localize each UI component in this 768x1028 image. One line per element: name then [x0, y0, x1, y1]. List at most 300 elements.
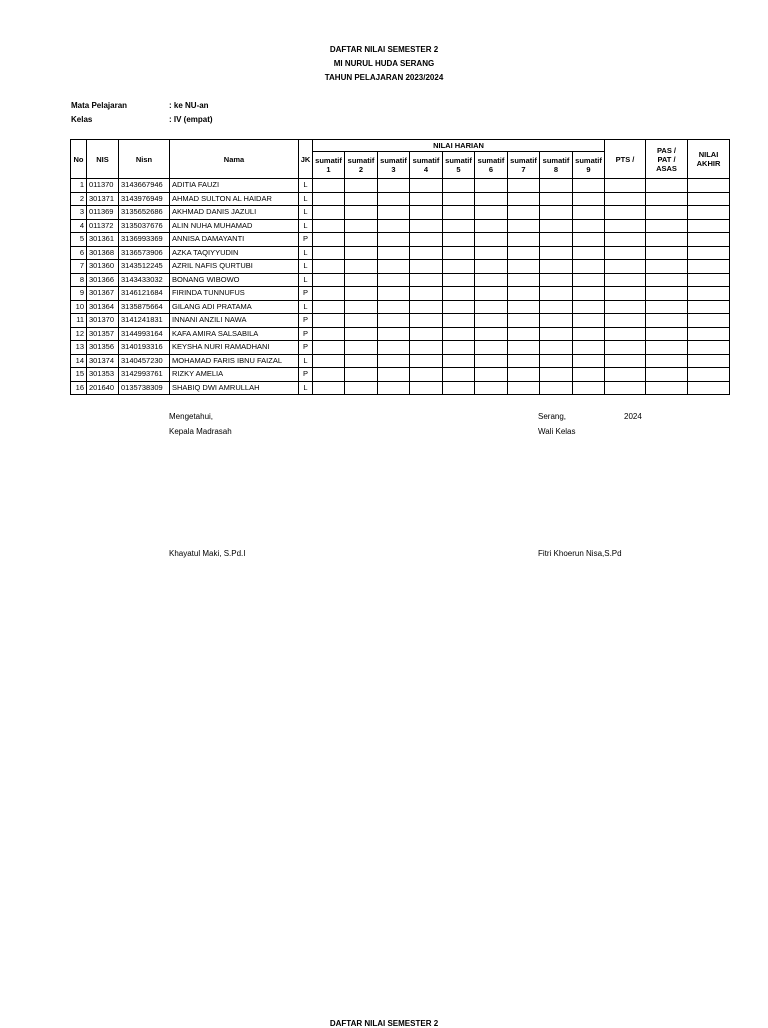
- grade-cell[interactable]: [573, 179, 605, 193]
- table-row: [71, 300, 730, 314]
- grade-cell[interactable]: [688, 341, 730, 355]
- grade-cell[interactable]: [345, 233, 378, 247]
- pas-line2: PAT /: [657, 154, 676, 164]
- grade-cell[interactable]: [378, 341, 410, 355]
- grade-cell[interactable]: [688, 368, 730, 382]
- grade-cell[interactable]: [378, 300, 410, 314]
- grade-cell[interactable]: [646, 233, 688, 247]
- grade-cell[interactable]: [646, 273, 688, 287]
- grade-cell[interactable]: [540, 341, 573, 355]
- cell-no: 10: [71, 300, 87, 314]
- grade-cell[interactable]: [378, 192, 410, 206]
- grade-cell[interactable]: [313, 273, 345, 287]
- grade-cell[interactable]: [345, 300, 378, 314]
- cell-nis: 011369: [87, 206, 119, 220]
- grade-cell[interactable]: [378, 206, 410, 220]
- cell-nis: 301364: [87, 300, 119, 314]
- grade-cell[interactable]: [573, 233, 605, 247]
- cell-nisn: 3141241831: [119, 314, 170, 328]
- grade-cell[interactable]: [475, 273, 508, 287]
- grade-cell[interactable]: [508, 327, 540, 341]
- pas-line1: PAS /: [656, 145, 677, 155]
- grade-cell[interactable]: [508, 368, 540, 382]
- grade-cell[interactable]: [573, 246, 605, 260]
- col-sumatif-2: [345, 152, 378, 179]
- col-sumatif-5: [443, 152, 475, 179]
- grade-cell[interactable]: [443, 219, 475, 233]
- cell-nama: AKHMAD DANIS JAZULI: [170, 206, 299, 220]
- grade-cell[interactable]: [540, 260, 573, 274]
- grade-cell[interactable]: [313, 327, 345, 341]
- cell-no: 13: [71, 341, 87, 355]
- grade-cell[interactable]: [540, 219, 573, 233]
- grade-cell[interactable]: [573, 287, 605, 301]
- grade-cell[interactable]: [540, 327, 573, 341]
- grade-cell[interactable]: [508, 260, 540, 274]
- grade-cell[interactable]: [410, 381, 443, 395]
- grade-table: [70, 139, 730, 395]
- akhir-line1: NILAI: [698, 150, 719, 159]
- subject-label: Mata Pelajaran: [71, 101, 128, 110]
- sumatif-word: sumatif: [380, 156, 407, 165]
- grade-cell[interactable]: [605, 300, 646, 314]
- grade-cell[interactable]: [378, 219, 410, 233]
- cell-jk: L: [299, 354, 313, 368]
- grade-cell[interactable]: [508, 192, 540, 206]
- grade-cell[interactable]: [345, 246, 378, 260]
- sumatif-word: sumatif: [412, 156, 440, 165]
- grade-cell[interactable]: [688, 354, 730, 368]
- grade-cell[interactable]: [605, 354, 646, 368]
- cell-no: 15: [71, 368, 87, 382]
- grade-cell[interactable]: [646, 341, 688, 355]
- grade-cell[interactable]: [573, 354, 605, 368]
- grade-cell[interactable]: [508, 179, 540, 193]
- cell-nama: AZKA TAQIYYUDIN: [170, 246, 299, 260]
- grade-cell[interactable]: [573, 314, 605, 328]
- grade-cell[interactable]: [410, 260, 443, 274]
- grade-cell[interactable]: [605, 327, 646, 341]
- grade-cell[interactable]: [345, 341, 378, 355]
- col-no: No: [71, 140, 87, 179]
- grade-cell[interactable]: [573, 219, 605, 233]
- grade-cell[interactable]: [345, 327, 378, 341]
- grade-cell[interactable]: [573, 368, 605, 382]
- grade-cell[interactable]: [475, 206, 508, 220]
- grade-cell[interactable]: [345, 354, 378, 368]
- cell-nama: RIZKY AMELIA: [170, 368, 299, 382]
- grade-cell[interactable]: [443, 273, 475, 287]
- grade-cell[interactable]: [443, 206, 475, 220]
- cell-nis: 301371: [87, 192, 119, 206]
- grade-cell[interactable]: [605, 273, 646, 287]
- sig-left-name: Khayatul Maki, S.Pd.I: [169, 549, 246, 558]
- grade-cell[interactable]: [378, 233, 410, 247]
- grade-cell[interactable]: [443, 314, 475, 328]
- grade-cell[interactable]: [410, 314, 443, 328]
- grade-cell[interactable]: [345, 273, 378, 287]
- grade-cell[interactable]: [605, 246, 646, 260]
- grade-cell[interactable]: [508, 273, 540, 287]
- cell-nama: ADITIA FAUZI: [170, 179, 299, 193]
- grade-cell[interactable]: [410, 246, 443, 260]
- grade-cell[interactable]: [410, 354, 443, 368]
- grade-cell[interactable]: [605, 314, 646, 328]
- grade-cell[interactable]: [646, 287, 688, 301]
- grade-cell[interactable]: [688, 327, 730, 341]
- sumatif-number: 9: [586, 165, 591, 174]
- grade-cell[interactable]: [605, 233, 646, 247]
- table-row: [71, 314, 730, 328]
- grade-cell[interactable]: [378, 260, 410, 274]
- grade-cell[interactable]: [605, 381, 646, 395]
- cell-jk: P: [299, 314, 313, 328]
- cell-jk: L: [299, 206, 313, 220]
- grade-cell[interactable]: [410, 192, 443, 206]
- grade-cell[interactable]: [540, 179, 573, 193]
- grade-cell[interactable]: [410, 368, 443, 382]
- grade-cell[interactable]: [475, 287, 508, 301]
- grade-cell[interactable]: [573, 192, 605, 206]
- grade-cell[interactable]: [573, 206, 605, 220]
- table-row: [71, 327, 730, 341]
- cell-nis: 301353: [87, 368, 119, 382]
- sumatif-number: 1: [326, 165, 331, 174]
- grade-cell[interactable]: [605, 260, 646, 274]
- table-row: [71, 192, 730, 206]
- next-page-header: DAFTAR NILAI SEMESTER 2: [329, 1019, 439, 1028]
- grade-cell[interactable]: [508, 300, 540, 314]
- grade-cell[interactable]: [475, 260, 508, 274]
- grade-cell[interactable]: [573, 381, 605, 395]
- cell-jk: L: [299, 246, 313, 260]
- grade-cell[interactable]: [605, 192, 646, 206]
- grade-cell[interactable]: [605, 206, 646, 220]
- grade-cell[interactable]: [540, 354, 573, 368]
- grade-cell[interactable]: [345, 314, 378, 328]
- grade-cell[interactable]: [540, 246, 573, 260]
- cell-nis: 201640: [87, 381, 119, 395]
- grade-cell[interactable]: [313, 192, 345, 206]
- col-nilai-harian: NILAI HARIAN: [313, 140, 605, 152]
- grade-cell[interactable]: [646, 314, 688, 328]
- grade-cell[interactable]: [508, 354, 540, 368]
- sumatif-word: sumatif: [347, 156, 375, 165]
- grade-cell[interactable]: [540, 206, 573, 220]
- cell-nis: 011370: [87, 179, 119, 193]
- grade-cell[interactable]: [345, 287, 378, 301]
- grade-cell[interactable]: [646, 354, 688, 368]
- cell-nis: 301360: [87, 260, 119, 274]
- cell-nama: AZRIL NAFIS QURTUBI: [170, 260, 299, 274]
- grade-cell[interactable]: [475, 192, 508, 206]
- cell-nama: BONANG WIBOWO: [170, 273, 299, 287]
- col-jk: JK: [299, 140, 313, 179]
- grade-cell[interactable]: [475, 314, 508, 328]
- cell-nisn: 3136573906: [119, 246, 170, 260]
- grade-cell[interactable]: [573, 327, 605, 341]
- grade-cell[interactable]: [573, 300, 605, 314]
- cell-nisn: 3143512245: [119, 260, 170, 274]
- grade-cell[interactable]: [605, 179, 646, 193]
- cell-nama: INNANI ANZILI NAWA: [170, 314, 299, 328]
- cell-jk: P: [299, 327, 313, 341]
- cell-nisn: 3140457230: [119, 354, 170, 368]
- grade-cell[interactable]: [688, 287, 730, 301]
- cell-nisn: 3143667946: [119, 179, 170, 193]
- grade-cell[interactable]: [540, 287, 573, 301]
- table-row: [71, 287, 730, 301]
- grade-cell[interactable]: [410, 219, 443, 233]
- cell-jk: L: [299, 300, 313, 314]
- cell-no: 9: [71, 287, 87, 301]
- sig-left-line2: Kepala Madrasah: [169, 427, 232, 436]
- grade-cell[interactable]: [475, 341, 508, 355]
- grade-cell[interactable]: [345, 381, 378, 395]
- grade-cell[interactable]: [605, 368, 646, 382]
- cell-jk: L: [299, 381, 313, 395]
- grade-cell[interactable]: [378, 246, 410, 260]
- grade-cell[interactable]: [313, 246, 345, 260]
- grade-cell[interactable]: [443, 287, 475, 301]
- grade-cell[interactable]: [378, 273, 410, 287]
- cell-nisn: 3143433032: [119, 273, 170, 287]
- grade-cell[interactable]: [573, 273, 605, 287]
- grade-cell[interactable]: [443, 368, 475, 382]
- grade-cell[interactable]: [443, 300, 475, 314]
- pas-line3: ASAS: [656, 163, 677, 173]
- grade-cell[interactable]: [345, 179, 378, 193]
- sumatif-number: 4: [423, 165, 429, 174]
- grade-cell[interactable]: [378, 327, 410, 341]
- cell-nama: AHMAD SULTON AL HAIDAR: [170, 192, 299, 206]
- school-name: MI NURUL HUDA SERANG: [333, 59, 435, 68]
- grade-cell[interactable]: [475, 368, 508, 382]
- grade-cell[interactable]: [573, 260, 605, 274]
- grade-cell[interactable]: [605, 219, 646, 233]
- cell-nisn: 3143976949: [119, 192, 170, 206]
- grade-cell[interactable]: [540, 192, 573, 206]
- cell-nisn: 3144993164: [119, 327, 170, 341]
- grade-cell[interactable]: [313, 314, 345, 328]
- grade-cell[interactable]: [688, 260, 730, 274]
- cell-jk: P: [299, 341, 313, 355]
- grade-cell[interactable]: [443, 341, 475, 355]
- grade-cell[interactable]: [443, 233, 475, 247]
- grade-cell[interactable]: [443, 327, 475, 341]
- grade-cell[interactable]: [443, 260, 475, 274]
- cell-no: 6: [71, 246, 87, 260]
- grade-cell[interactable]: [345, 368, 378, 382]
- grade-cell[interactable]: [540, 314, 573, 328]
- cell-nisn: 3142993761: [119, 368, 170, 382]
- grade-cell[interactable]: [646, 260, 688, 274]
- grade-cell[interactable]: [475, 219, 508, 233]
- grade-cell[interactable]: [378, 287, 410, 301]
- table-row: [71, 354, 730, 368]
- grade-cell[interactable]: [443, 179, 475, 193]
- cell-no: 12: [71, 327, 87, 341]
- sig-right-name: Fitri Khoerun Nisa,S.Pd: [538, 549, 622, 558]
- grade-cell[interactable]: [688, 381, 730, 395]
- grade-cell[interactable]: [508, 206, 540, 220]
- col-sumatif-6: [475, 152, 508, 179]
- sumatif-word: sumatif: [315, 156, 342, 165]
- grade-cell[interactable]: [540, 273, 573, 287]
- cell-nis: 301366: [87, 273, 119, 287]
- grade-cell[interactable]: [646, 192, 688, 206]
- cell-nis: 301370: [87, 314, 119, 328]
- grade-cell[interactable]: [688, 192, 730, 206]
- grade-cell[interactable]: [475, 381, 508, 395]
- grade-cell[interactable]: [313, 300, 345, 314]
- grade-cell[interactable]: [646, 381, 688, 395]
- sumatif-word: sumatif: [510, 156, 537, 165]
- cell-nis: 301356: [87, 341, 119, 355]
- grade-cell[interactable]: [475, 300, 508, 314]
- grade-cell[interactable]: [345, 206, 378, 220]
- grade-cell[interactable]: [646, 179, 688, 193]
- table-row: [71, 341, 730, 355]
- grade-cell[interactable]: [475, 354, 508, 368]
- col-sumatif-8: [540, 152, 573, 179]
- grade-cell[interactable]: [646, 327, 688, 341]
- table-row: [71, 219, 730, 233]
- grade-cell[interactable]: [410, 179, 443, 193]
- sig-right-line2: Wali Kelas: [538, 427, 576, 436]
- class-value: : IV (empat): [169, 115, 213, 124]
- sumatif-number: 6: [488, 165, 494, 174]
- grade-cell[interactable]: [410, 233, 443, 247]
- grade-cell[interactable]: [443, 192, 475, 206]
- grade-cell[interactable]: [540, 368, 573, 382]
- grade-cell[interactable]: [605, 341, 646, 355]
- grade-cell[interactable]: [443, 381, 475, 395]
- grade-cell[interactable]: [410, 327, 443, 341]
- grade-cell[interactable]: [475, 179, 508, 193]
- cell-no: 4: [71, 219, 87, 233]
- grade-cell[interactable]: [410, 341, 443, 355]
- grade-cell[interactable]: [443, 246, 475, 260]
- grade-cell[interactable]: [646, 219, 688, 233]
- grade-cell[interactable]: [345, 260, 378, 274]
- grade-cell[interactable]: [313, 354, 345, 368]
- grade-cell[interactable]: [313, 219, 345, 233]
- grade-cell[interactable]: [313, 206, 345, 220]
- grade-cell[interactable]: [688, 179, 730, 193]
- grade-cell[interactable]: [313, 179, 345, 193]
- grade-cell[interactable]: [313, 368, 345, 382]
- grade-cell[interactable]: [475, 327, 508, 341]
- sumatif-word: sumatif: [575, 156, 602, 165]
- cell-nis: 011372: [87, 219, 119, 233]
- grade-cell[interactable]: [540, 300, 573, 314]
- grade-cell[interactable]: [345, 219, 378, 233]
- sig-right-year: 2024: [624, 412, 642, 421]
- grade-cell[interactable]: [688, 219, 730, 233]
- sumatif-number: 5: [456, 165, 461, 174]
- grade-cell[interactable]: [313, 233, 345, 247]
- grade-cell[interactable]: [345, 192, 378, 206]
- grade-cell[interactable]: [508, 287, 540, 301]
- grade-cell[interactable]: [540, 233, 573, 247]
- sumatif-number: 7: [521, 165, 526, 174]
- grade-cell[interactable]: [646, 206, 688, 220]
- table-row: [71, 260, 730, 274]
- grade-cell[interactable]: [378, 314, 410, 328]
- cell-jk: L: [299, 192, 313, 206]
- grade-cell[interactable]: [410, 273, 443, 287]
- cell-jk: P: [299, 233, 313, 247]
- cell-no: 16: [71, 381, 87, 395]
- grade-cell[interactable]: [475, 233, 508, 247]
- grade-cell[interactable]: [313, 341, 345, 355]
- grade-cell[interactable]: [378, 179, 410, 193]
- grade-cell[interactable]: [508, 341, 540, 355]
- grade-cell[interactable]: [508, 246, 540, 260]
- grade-cell[interactable]: [540, 381, 573, 395]
- sumatif-number: 2: [358, 165, 364, 174]
- grade-cell[interactable]: [573, 341, 605, 355]
- grade-cell[interactable]: [378, 368, 410, 382]
- grade-cell[interactable]: [410, 300, 443, 314]
- col-nilai-akhir: [688, 140, 730, 179]
- grade-cell[interactable]: [410, 287, 443, 301]
- cell-nis: 301374: [87, 354, 119, 368]
- grade-cell[interactable]: [646, 300, 688, 314]
- grade-cell[interactable]: [688, 314, 730, 328]
- grade-cell[interactable]: [313, 287, 345, 301]
- grade-cell[interactable]: [688, 246, 730, 260]
- table-row: [71, 206, 730, 220]
- grade-cell[interactable]: [443, 354, 475, 368]
- grade-cell[interactable]: [410, 206, 443, 220]
- grade-cell[interactable]: [605, 287, 646, 301]
- grade-cell[interactable]: [688, 300, 730, 314]
- grade-cell[interactable]: [508, 219, 540, 233]
- grade-cell[interactable]: [688, 206, 730, 220]
- cell-nisn: 3136993369: [119, 233, 170, 247]
- cell-nisn: 3135652686: [119, 206, 170, 220]
- grade-cell[interactable]: [378, 381, 410, 395]
- grade-cell[interactable]: [508, 381, 540, 395]
- grade-cell[interactable]: [646, 246, 688, 260]
- grade-cell[interactable]: [378, 354, 410, 368]
- cell-nama: GILANG ADI PRATAMA: [170, 300, 299, 314]
- grade-cell[interactable]: [646, 368, 688, 382]
- sumatif-word: sumatif: [542, 156, 570, 165]
- academic-year: TAHUN PELAJARAN 2023/2024: [324, 73, 444, 82]
- cell-jk: L: [299, 179, 313, 193]
- grade-cell[interactable]: [688, 233, 730, 247]
- akhir-line2: AKHIR: [696, 159, 721, 168]
- cell-no: 2: [71, 192, 87, 206]
- col-nisn: Nisn: [119, 140, 170, 179]
- col-sumatif-3: [378, 152, 410, 179]
- grade-cell[interactable]: [688, 273, 730, 287]
- grade-cell[interactable]: [508, 233, 540, 247]
- cell-nis: 301357: [87, 327, 119, 341]
- cell-jk: P: [299, 287, 313, 301]
- cell-nama: MOHAMAD FARIS IBNU FAIZAL: [170, 354, 299, 368]
- grade-cell[interactable]: [313, 260, 345, 274]
- cell-nis: 301368: [87, 246, 119, 260]
- cell-nama: KEYSHA NURI RAMADHANI: [170, 341, 299, 355]
- grade-cell[interactable]: [508, 314, 540, 328]
- grade-cell[interactable]: [475, 246, 508, 260]
- grade-cell[interactable]: [313, 381, 345, 395]
- table-row: [71, 381, 730, 395]
